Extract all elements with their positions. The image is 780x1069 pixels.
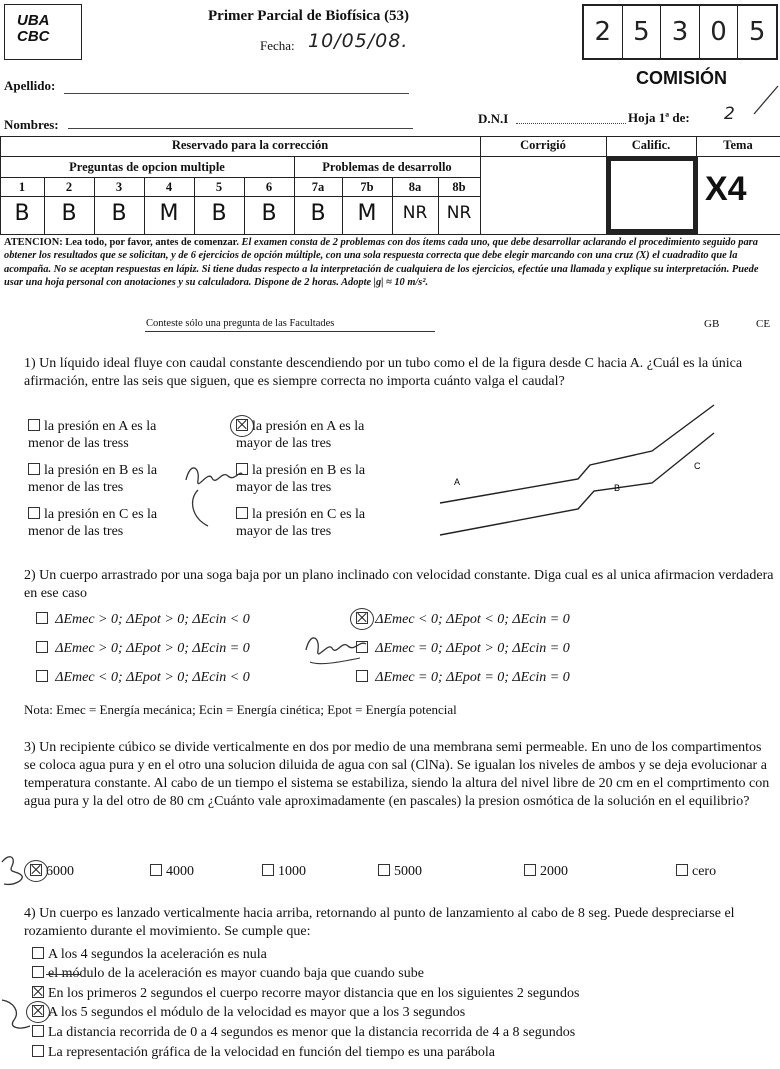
calific-box[interactable] <box>606 156 698 234</box>
checkbox[interactable] <box>524 864 536 876</box>
q3-option-5[interactable] <box>524 863 568 880</box>
dev-label: Problemas de desarrollo <box>322 160 452 174</box>
apellido-label: Apellido: <box>4 78 56 93</box>
fecha-label: Fecha: <box>260 38 295 53</box>
checkbox[interactable] <box>32 966 44 978</box>
q3-option-3[interactable] <box>262 863 306 880</box>
option-line-1: la presión en A es la <box>44 419 157 434</box>
nombres-label: Nombres: <box>4 117 59 132</box>
checkbox[interactable] <box>36 612 48 624</box>
nombres-field[interactable] <box>68 128 413 129</box>
option-line-1: la presión en B es la <box>252 463 366 478</box>
code-digit: 3 <box>660 6 699 58</box>
option-text: ΔEmec < 0; ΔEpot < 0; ΔEcin = 0 <box>375 612 570 627</box>
q2-option-2[interactable] <box>356 611 570 628</box>
q4-option-6[interactable] <box>32 1044 495 1061</box>
option-text: ΔEmec = 0; ΔEpot = 0; ΔEcin = 0 <box>375 670 570 685</box>
option-text: 4000 <box>166 864 194 879</box>
underline <box>145 331 435 332</box>
option-text: ΔEmec = 0; ΔEpot > 0; ΔEcin = 0 <box>375 641 570 656</box>
option-text: En los primeros 2 segundos el cuerpo recorre mayor distancia que en los siguientes 2 segundos <box>48 986 580 1001</box>
checkbox[interactable] <box>28 463 40 475</box>
option-line-1: la presión en B es la <box>44 463 158 478</box>
column-header: 2 <box>65 180 73 194</box>
hoja-label: Hoja 1ª de: <box>628 110 690 125</box>
checkbox[interactable] <box>36 641 48 653</box>
column-header: 4 <box>165 180 173 194</box>
corrigio-label: Corrigió <box>520 138 566 152</box>
option-text: cero <box>692 864 717 879</box>
option-text: ΔEmec > 0; ΔEpot > 0; ΔEcin = 0 <box>55 641 250 656</box>
answer-cell: B <box>61 201 77 226</box>
answer-cell: B <box>14 201 30 226</box>
answer-cell: M <box>159 201 179 226</box>
code-digit: 2 <box>594 17 612 47</box>
checkbox[interactable] <box>28 419 40 431</box>
pen-mark <box>752 80 780 116</box>
signature-scribble <box>178 440 248 530</box>
attention-notice <box>4 236 774 290</box>
column-header: 5 <box>215 180 223 194</box>
signature-scribble <box>0 990 36 1040</box>
q4-option-1[interactable] <box>32 946 267 963</box>
conteste-note: Conteste sólo una pregunta de las Facultades <box>146 318 335 329</box>
option-line-2: menor de las tress <box>28 436 129 451</box>
mc-label: Preguntas de opcion multiple <box>69 160 225 174</box>
q1-option-6[interactable] <box>236 506 436 540</box>
q3-option-4[interactable] <box>378 863 422 880</box>
logo-line-uba: UBA <box>17 12 50 29</box>
option-line-2: menor de las tres <box>28 480 124 495</box>
checkbox[interactable] <box>262 864 274 876</box>
q2-nota: Nota: Emec = Energía mecánica; Ecin = Energía cinética; Epot = Energía potencial <box>24 702 457 717</box>
q4-option-3[interactable] <box>32 985 579 1002</box>
grid-line <box>696 156 780 157</box>
q4-option-4[interactable] <box>32 1004 465 1021</box>
fig-label-a: A <box>454 477 461 487</box>
grid-line <box>0 234 780 235</box>
option-text: La representación gráfica de la velocidad en función del tiempo es una parábola <box>48 1045 496 1060</box>
tube-figure <box>438 395 778 545</box>
gb-label: GB <box>704 318 720 330</box>
checkbox[interactable] <box>676 864 688 876</box>
strike-mark <box>46 974 80 975</box>
q3-option-6[interactable] <box>676 863 716 880</box>
column-header: 8b <box>452 180 466 194</box>
grid-line <box>0 136 780 137</box>
column-header: 8a <box>408 180 422 194</box>
fecha-value: 10/05/08. <box>308 30 409 52</box>
answer-cell: B <box>310 201 326 226</box>
fig-label-c: C <box>694 461 701 471</box>
option-line-2: mayor de las tres <box>236 524 332 539</box>
exam-title: Primer Parcial de Biofísica (53) <box>208 8 410 24</box>
student-code-box <box>582 4 778 60</box>
answer-cell: B <box>211 201 227 226</box>
q2-option-1[interactable] <box>36 611 250 628</box>
q4-option-2[interactable] <box>32 965 424 982</box>
option-text: ΔEmec > 0; ΔEpot > 0; ΔEcin < 0 <box>55 612 250 627</box>
option-line-2: mayor de las tres <box>236 480 332 495</box>
dni-field[interactable] <box>516 123 626 124</box>
tube-upper-wall <box>440 405 714 503</box>
dni-label: D.N.I <box>478 111 509 126</box>
hoja-value: 2 <box>724 104 735 124</box>
code-digit: 0 <box>699 6 738 58</box>
signature-scribble <box>300 622 370 672</box>
q4-option-5[interactable] <box>32 1024 575 1041</box>
fig-label-b: B <box>614 483 621 493</box>
checkbox[interactable] <box>32 947 44 959</box>
question-3-text: 3) Un recipiente cúbico se divide verticalmente en dos por medio de una membrana semi permeable. En uno de los compartimentos se coloca agua pura y en el otro una solucion diluida de agua con sal (ClNa). Se igualan los niveles de ambos y se deja evolucionar a temperatura constante. Al cabo de un tiempo el sistema se estabiliza, siendo la altura del nivel libre de 20 cm en el comprtimento con agua pura y la del otro de 80 cm ¿Cuánto vale aproximadamente (en pascales) la presion osmótica de la solución en el equilibrio? <box>24 740 770 809</box>
grid-line <box>0 196 480 197</box>
signature-scribble <box>0 842 30 890</box>
comision-label: COMISIÓN <box>636 68 728 88</box>
option-line-2: mayor de las tres <box>236 436 332 451</box>
column-header: 1 <box>18 180 26 194</box>
apellido-field[interactable] <box>64 93 409 94</box>
column-header: 7b <box>360 180 374 194</box>
attention-bold: ATENCION: Lea todo, por favor, antes de comenzar. <box>4 237 239 248</box>
column-header: 7a <box>311 180 325 194</box>
grid-line <box>0 177 480 178</box>
option-line-1: la presión en C es la <box>44 507 158 522</box>
option-line-1: la presión en A es la <box>252 419 365 434</box>
q1-option-4[interactable] <box>236 462 436 496</box>
question-1-text: 1) Un líquido ideal fluye con caudal constante descendiendo por un tubo como el de la figura desde C hacia A. ¿Cuál es la única afirmación, entre las seis que siguen, que es siempre correcta no importa cuánto valga el caudal? <box>24 356 743 389</box>
answer-cell: NR <box>446 203 472 223</box>
option-text: 6000 <box>46 864 74 879</box>
checkbox[interactable] <box>36 670 48 682</box>
option-text: 1000 <box>278 864 306 879</box>
option-text: el módulo de la aceleración es mayor cuando baja que cuando sube <box>48 966 424 981</box>
q2-option-4[interactable] <box>356 640 570 657</box>
ce-label: CE <box>756 318 771 330</box>
checkbox[interactable] <box>378 864 390 876</box>
q3-option-2[interactable] <box>150 863 194 880</box>
checkbox[interactable] <box>32 1045 44 1057</box>
question-2-text: 2) Un cuerpo arrastrado por una soga baja por un plano inclinado con velocidad constante. Diga cual es al unica afirmacion verdadera en ese caso <box>24 568 774 601</box>
tema-value: X4 <box>705 170 747 208</box>
answer-cell: M <box>357 201 377 226</box>
answer-cell: B <box>111 201 127 226</box>
attention-italic: El examen consta de 2 problemas con dos ítems cada uno, que debe desarrollar aclarando el procedimiento seguido para obtener los resultados que se solicitan, y de 6 ejercicios de opción múltiple, con una sola respuesta correcta que debe elegir marcando con una cruz (X) el cuadradito que la acompaña. No se aceptan respuestas en lápiz. Si tiene dudas respecto a la interpretación de cualquiera de los ejercicios, efectúe una llamada y explique su interpretación. Puede usar una hoja personal con anotaciones y su calculadora. Dispone de 2 horas. Adopte |g| ≈ 10 m/s². <box>4 237 759 289</box>
option-line-1: la presión en C es la <box>252 507 366 522</box>
code-digit: 5 <box>737 6 776 58</box>
tube-lower-wall <box>440 433 714 535</box>
column-header: 3 <box>115 180 123 194</box>
option-text: 2000 <box>540 864 568 879</box>
option-text: La distancia recorrida de 0 a 4 segundos es menor que la distancia recorrida de 4 a 8 segundos <box>48 1025 576 1040</box>
option-text: A los 5 segundos el módulo de la velocidad es mayor que a los 3 segundos <box>48 1005 466 1020</box>
grid-line <box>0 156 606 157</box>
checkbox[interactable] <box>28 507 40 519</box>
option-text: ΔEmec < 0; ΔEpot > 0; ΔEcin < 0 <box>55 670 250 685</box>
option-line-2: menor de las tres <box>28 524 124 539</box>
q2-option-6[interactable] <box>356 669 570 686</box>
handwritten-circle <box>230 415 254 437</box>
answer-cell: NR <box>402 203 428 223</box>
question-4-text: 4) Un cuerpo es lanzado verticalmente hacia arriba, retornando al punto de lanzamiento al cabo de 8 seg. Puede despreciarse el rozamiento durante el movimiento. Se cumple que: <box>24 906 735 939</box>
logo-line-cbc: CBC <box>17 28 50 45</box>
answer-cell: B <box>261 201 277 226</box>
column-header: 6 <box>265 180 273 194</box>
calific-label: Calific. <box>631 138 671 152</box>
q1-option-2[interactable] <box>236 418 436 452</box>
option-text: 5000 <box>394 864 422 879</box>
uba-cbc-logo <box>4 4 82 60</box>
checkbox[interactable] <box>150 864 162 876</box>
option-text: A los 4 segundos la aceleración es nula <box>48 947 267 962</box>
code-digit: 5 <box>622 6 661 58</box>
tema-label: Tema <box>723 138 753 152</box>
reserved-label: Reservado para la corrección <box>171 138 329 152</box>
q2-option-3[interactable] <box>36 640 250 657</box>
q2-option-5[interactable] <box>36 669 250 686</box>
